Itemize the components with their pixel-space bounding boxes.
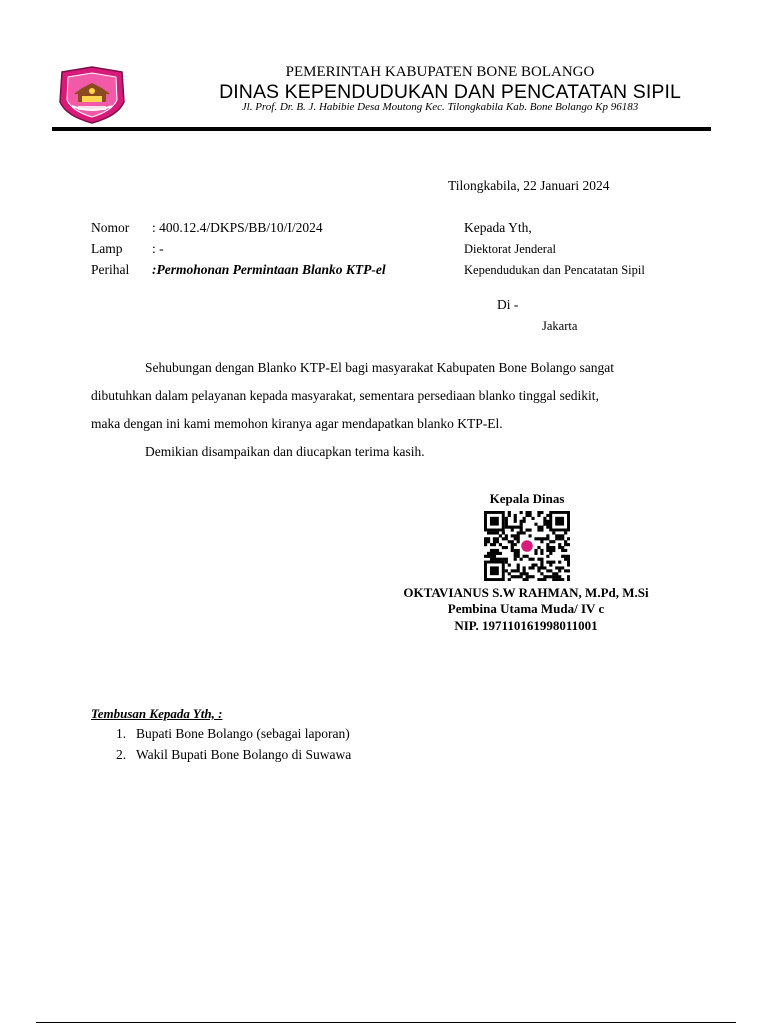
recipient-line-3: Kependudukan dan Pencatatan Sipil	[464, 263, 645, 277]
government-name: PEMERINTAH KABUPATEN BONE BOLANGO	[285, 64, 595, 80]
agency-address: Jl. Prof. Dr. B. J. Habibie Desa Moutong Kec. Tilongkabila Kab. Bone Bolango Kp 96183	[241, 101, 639, 113]
body-line-1: Sehubungan dengan Blanko KTP-El bagi masyarakat Kabupaten Bone Bolango sangat	[145, 360, 615, 375]
letter-date: Tilongkabila, 22 Januari 2024	[448, 178, 610, 193]
nomor-label: Nomor	[91, 220, 130, 235]
body-line-2: dibutuhkan dalam pelayanan kepada masyarakat, sementara persediaan blanko tinggal sedikit,	[91, 388, 599, 403]
cc-item-text: Wakil Bupati Bone Bolango di Suwawa	[136, 747, 352, 762]
recipient-di: Di -	[497, 297, 519, 312]
nomor-value: : 400.12.4/DKPS/BB/10/I/2024	[152, 220, 323, 235]
letterhead-divider	[52, 127, 711, 131]
footer-divider	[36, 1022, 736, 1023]
perihal-label: Perihal	[91, 262, 130, 277]
recipient-city: Jakarta	[542, 319, 578, 333]
list-item	[116, 726, 350, 742]
body-closing: Demikian disampaikan dan diucapkan terima kasih.	[145, 444, 425, 459]
qr-code-icon	[484, 511, 570, 581]
agency-name: DINAS KEPENDUDUKAN DAN PENCATATAN SIPIL	[219, 81, 681, 103]
signatory-nip: NIP. 197110161998011001	[454, 618, 598, 633]
body-line-3: maka dengan ini kami memohon kiranya agar mendapatkan blanko KTP-El.	[91, 416, 503, 431]
lamp-label: Lamp	[91, 241, 123, 256]
cc-title: Tembusan Kepada Yth, :	[91, 706, 223, 721]
cc-item-text: Bupati Bone Bolango (sebagai laporan)	[136, 726, 350, 741]
regency-crest-icon	[58, 66, 126, 124]
recipient-line-2: Diektorat Jenderal	[464, 242, 556, 256]
list-item	[116, 747, 351, 763]
perihal-value: :Permohonan Permintaan Blanko KTP-el	[152, 262, 386, 277]
cc-item-number: 2.	[116, 747, 127, 762]
signatory-rank: Pembina Utama Muda/ IV c	[447, 601, 605, 616]
recipient-salutation: Kepada Yth,	[464, 220, 532, 235]
signatory-name: OKTAVIANUS S.W RAHMAN, M.Pd, M.Si	[403, 585, 649, 600]
signatory-title: Kepala Dinas	[489, 491, 565, 506]
cc-item-number: 1.	[116, 726, 127, 741]
lamp-value: : -	[152, 241, 164, 256]
